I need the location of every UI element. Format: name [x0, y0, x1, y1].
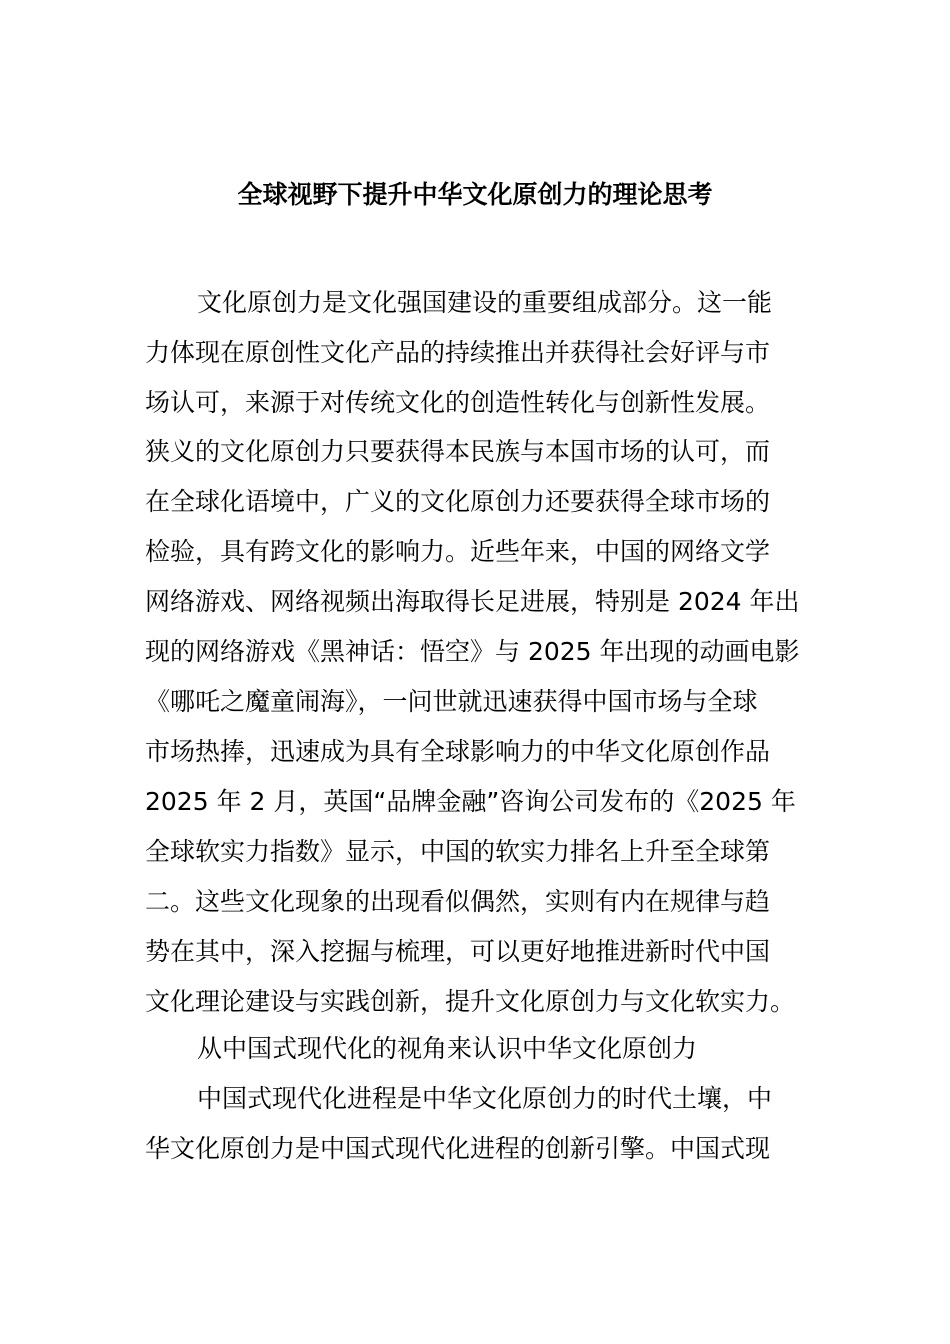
- paragraph-line: 在全球化语境中，广义的文化原创力还要获得全球市场的: [145, 487, 771, 516]
- paragraph-line: 中国式现代化进程是中华文化原创力的时代土壤，中: [197, 1084, 773, 1113]
- paragraph-line: 文化理论建设与实践创新，提升文化原创力与文化软实力。: [145, 987, 796, 1016]
- paragraph-line: 文化原创力是文化强国建设的重要组成部分。这一能: [197, 288, 773, 317]
- paragraph-line: 《哪吒之魔童闹海》，一问世就迅速获得中国市场与全球: [145, 687, 758, 716]
- paragraph-line: 二。这些文化现象的出现看似偶然，实则有内在规律与趋: [145, 887, 771, 916]
- paragraph-line: 场认可，来源于对传统文化的创造性转化与创新性发展。: [145, 388, 771, 417]
- section-heading: 从中国式现代化的视角来认识中华文化原创力: [197, 1034, 698, 1063]
- paragraph-line: 华文化原创力是中国式现代化进程的创新引擎。中国式现: [145, 1134, 771, 1163]
- paragraph-line: 网络游戏、网络视频出海取得长足进展，特别是 2024 年出: [145, 587, 800, 616]
- paragraph-line: 力体现在原创性文化产品的持续推出并获得社会好评与市: [145, 338, 771, 367]
- paragraph-line: 全球软实力指数》显示，中国的软实力排名上升至全球第: [145, 837, 771, 866]
- paragraph-line: 市场热捧，迅速成为具有全球影响力的中华文化原创作品: [145, 737, 771, 766]
- paragraph-line: 狭义的文化原创力只要获得本民族与本国市场的认可，而: [145, 437, 771, 466]
- paragraph-line: 2025 年 2 月，英国“品牌金融”咨询公司发布的《2025 年: [145, 787, 796, 816]
- paragraph-line: 检验，具有跨文化的影响力。近些年来，中国的网络文学: [145, 537, 771, 566]
- paragraph-line: 现的网络游戏《黑神话：悟空》与 2025 年出现的动画电影: [145, 637, 800, 666]
- document-title: 全球视野下提升中华文化原创力的理论思考: [237, 179, 713, 209]
- paragraph-line: 势在其中，深入挖掘与梳理，可以更好地推进新时代中国: [145, 937, 771, 966]
